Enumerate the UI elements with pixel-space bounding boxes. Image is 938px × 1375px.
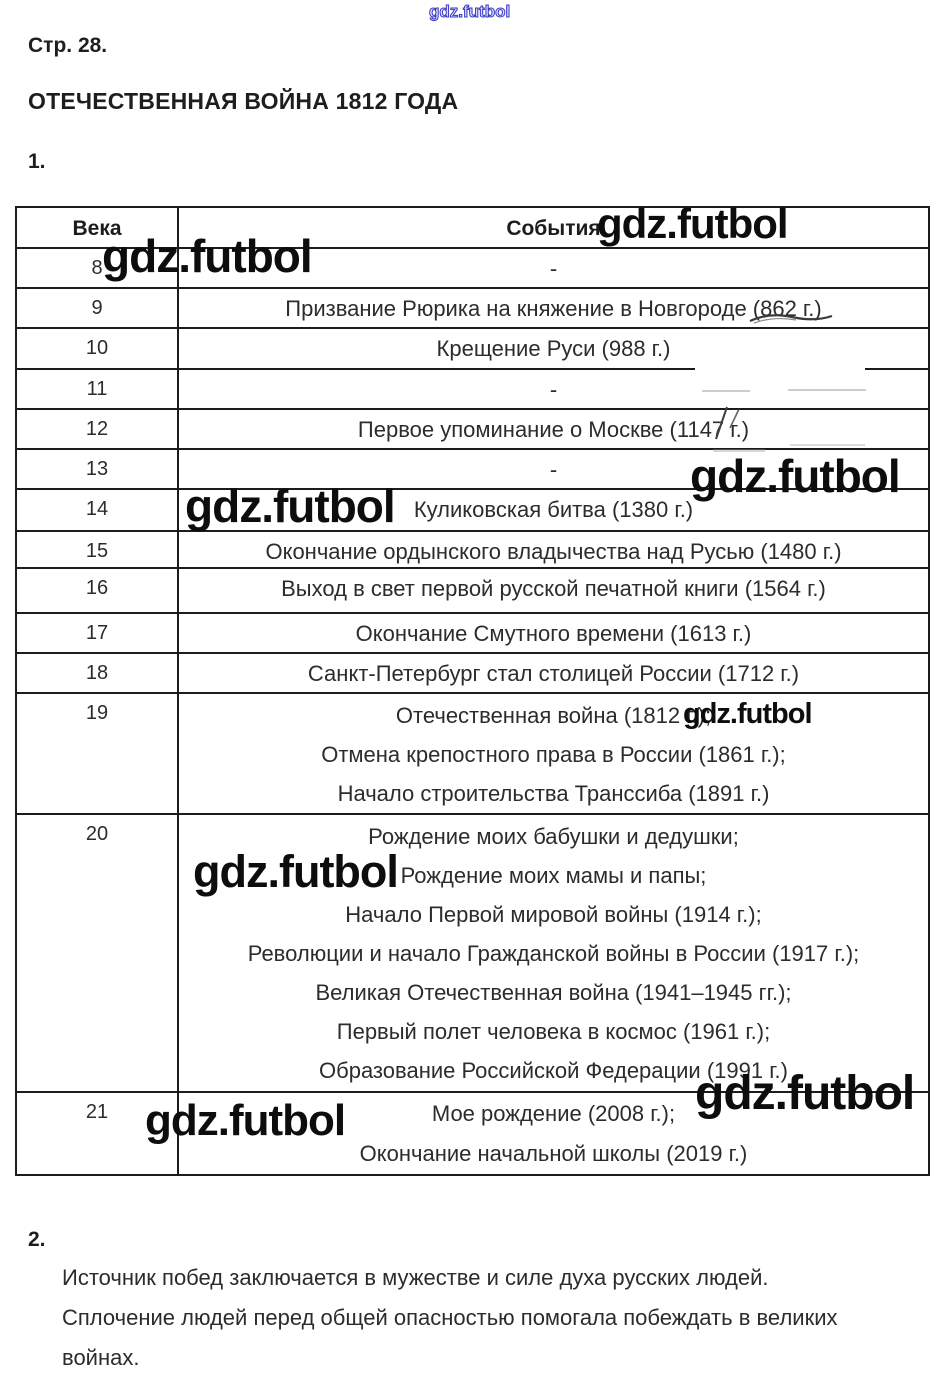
centuries-events-table (15, 206, 930, 1176)
watermark-row-19: gdz.futbol (683, 698, 812, 730)
watermark-row-21-right: gdz.futbol (695, 1067, 915, 1120)
events-cell (178, 449, 929, 489)
century-cell: 9 (16, 288, 178, 328)
century-cell: 15 (16, 531, 178, 568)
event-line: - (549, 457, 558, 482)
table-row (16, 613, 929, 653)
table-row (16, 288, 929, 328)
event-line: Окончание начальной школы (2019 г.) (359, 1141, 748, 1166)
event-line: - (549, 377, 558, 402)
table-row (16, 693, 929, 814)
event-line: - (549, 256, 558, 281)
century-cell: 16 (16, 568, 178, 613)
event-line: Начало Первой мировой войны (1914 г.); (345, 902, 762, 927)
event-line: Санкт-Петербург стал столицей России (1712 г.) (307, 661, 800, 686)
table-row (16, 248, 929, 288)
task-2-answer (62, 1258, 902, 1375)
century-cell: 18 (16, 653, 178, 693)
century-cell: 11 (16, 369, 178, 409)
century-cell: 10 (16, 328, 178, 369)
century-cell: 8 (16, 248, 178, 288)
events-cell (178, 814, 929, 1092)
century-cell: 21 (16, 1092, 178, 1175)
events-cell (178, 531, 929, 568)
event-line: Революции и начало Гражданской войны в России (1917 г.); (247, 941, 860, 966)
century-cell: 14 (16, 489, 178, 531)
watermark-row-14: gdz.futbol (185, 480, 395, 532)
century-cell: 12 (16, 409, 178, 449)
table-header-events: События (178, 207, 929, 248)
events-cell (178, 613, 929, 653)
watermark-row-8: gdz.futbol (102, 230, 312, 282)
event-line: Отечественная война (1812 г.); (395, 703, 712, 728)
table-row (16, 531, 929, 568)
events-cell (178, 568, 929, 613)
table-row (16, 328, 929, 369)
watermark-top: gdz.futbol (429, 2, 511, 21)
event-line: Куликовская битва (1380 г.) (413, 497, 694, 522)
events-cell (178, 693, 929, 814)
event-line: Окончание ордынского владычества над Русью (1480 г.) (265, 539, 842, 564)
watermark-header-row: gdz.futbol (597, 200, 788, 247)
event-line: Окончание Смутного времени (1613 г.) (355, 621, 752, 646)
event-line: Крещение Руси (988 г.) (436, 336, 671, 361)
table-row (16, 814, 929, 1092)
event-line: Рождение моих бабушки и дедушки; (368, 824, 739, 849)
table-row (16, 409, 929, 449)
events-cell (178, 653, 929, 693)
events-cell (178, 1092, 929, 1175)
event-line: Первое упоминание о Москве (1147 г.) (357, 417, 750, 442)
answer-line: войнах. (62, 1345, 140, 1370)
event-line: Выход в свет первой русской печатной книги (1564 г.) (281, 576, 826, 601)
table-row (16, 449, 929, 489)
table-row (16, 489, 929, 531)
century-cell: 20 (16, 814, 178, 1092)
event-line: Первый полет человека в космос (1961 г.); (336, 1019, 771, 1044)
table-row (16, 369, 929, 409)
event-line: Призвание Рюрика на княжение в Новгороде (862 г.) (285, 296, 822, 321)
table-header-row (16, 207, 929, 248)
event-line: Начало строительства Транссиба (1891 г.) (337, 781, 770, 806)
events-cell (178, 328, 929, 369)
task-1-label: 1. (28, 150, 46, 173)
century-cell: 19 (16, 693, 178, 814)
event-line: Великая Отечественная война (1941–1945 гг.); (315, 980, 792, 1005)
event-line: Рождение моих мамы и папы; (400, 863, 707, 888)
events-cell (178, 288, 929, 328)
answer-line: Источник побед заключается в мужестве и силе духа русских людей. (62, 1265, 769, 1290)
watermark-row-13: gdz.futbol (690, 450, 900, 502)
table-row (16, 1092, 929, 1175)
table-row (16, 568, 929, 613)
event-line: Отмена крепостного права в России (1861 г.); (321, 742, 786, 767)
event-line: Мое рождение (2008 г.); (431, 1101, 676, 1126)
watermark-row-20: gdz.futbol (193, 846, 398, 897)
century-cell: 13 (16, 449, 178, 489)
page-title: ОТЕЧЕСТВЕННАЯ ВОЙНА 1812 ГОДА (28, 88, 459, 114)
page-number-label: Стр. 28. (28, 34, 108, 57)
table-header-centuries: Века (16, 207, 178, 248)
events-cell (178, 369, 929, 409)
answer-line: Сплочение людей перед общей опасностью помогала побеждать в великих (62, 1305, 838, 1330)
table-row (16, 653, 929, 693)
task-2-label: 2. (28, 1228, 46, 1251)
event-line: Образование Российской Федерации (1991 г.) (319, 1058, 788, 1083)
century-cell: 17 (16, 613, 178, 653)
watermark-row-21-left: gdz.futbol (145, 1096, 346, 1145)
events-cell (178, 248, 929, 288)
events-cell (178, 489, 929, 531)
events-cell (178, 409, 929, 449)
